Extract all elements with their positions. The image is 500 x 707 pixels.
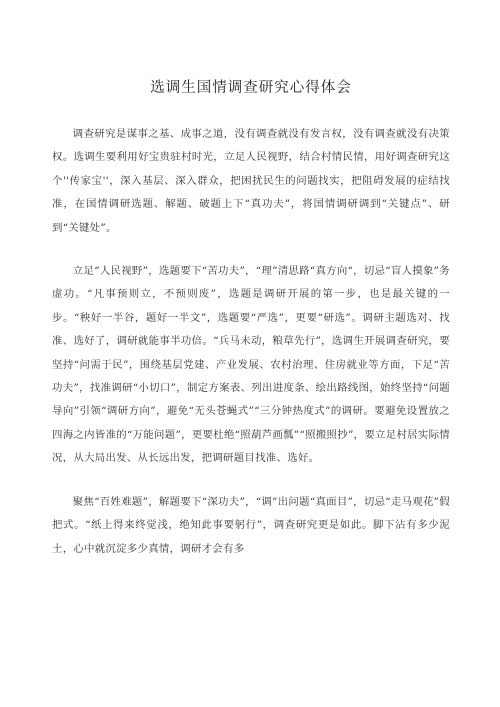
document-title: 选调生国情调查研究心得体会: [150, 80, 352, 96]
paragraph-1: 调查研究是谋事之基、成事之道，没有调查就没有发言权，没有调查就没有决策权。选调生要利用好宝贵驻村时光，立足人民视野，结合村情民情，用好调查研究这个''传家宝''，深入基层、深入群众，把困扰民生的问题找实，把阻碍发展的症结找准，在国情调研选题、解题、破题上下“真功夫”，将国情调研调到“关键点”、研到“关键处”。: [52, 128, 450, 234]
paragraph-2: 立足“人民视野”，选题要下“苦功夫”，“理”清思路“真方向“，切忌“盲人摸象”务虚功。“凡事预则立，不预则废”，选题是调研开展的第一步，也是最关键的一步。“秧好一半谷，题好一半文”，选题要“严选”，更要“研选”。调研主题选对、找准、选好了，调研就能事半功倍。“兵马未动，粮草先行”，选调生开展调查研究，要坚持“问需于民”，围绕基层党建、产业发展、农村治理、住房就业等方面，下足“苦功夫”，找准调研“小切口”，制定方案表、列出进度条、绘出路线图，始终坚持“问题导向”引领“调研方向”，避免“无头苍蝇式”“三分钟热度式”的调研。要避免设置放之四海之内皆准的“万能问题”，更要杜绝“照葫芦画瓢”“照搬照抄”，要立足村居实际情况，从大局出发、从长远出发，把调研题目找准、选好。: [52, 265, 450, 465]
paragraph-3: 聚焦“百姓难题”，解题要下“深功夫”，“调”出问题“真面目”，切忌“走马观花”假把式。“纸上得来终觉浅，绝知此事要躬行”，调查研究更是如此。脚下沾有多少泥土，心中就沉淀多少真情，调研才会有多: [52, 495, 450, 555]
